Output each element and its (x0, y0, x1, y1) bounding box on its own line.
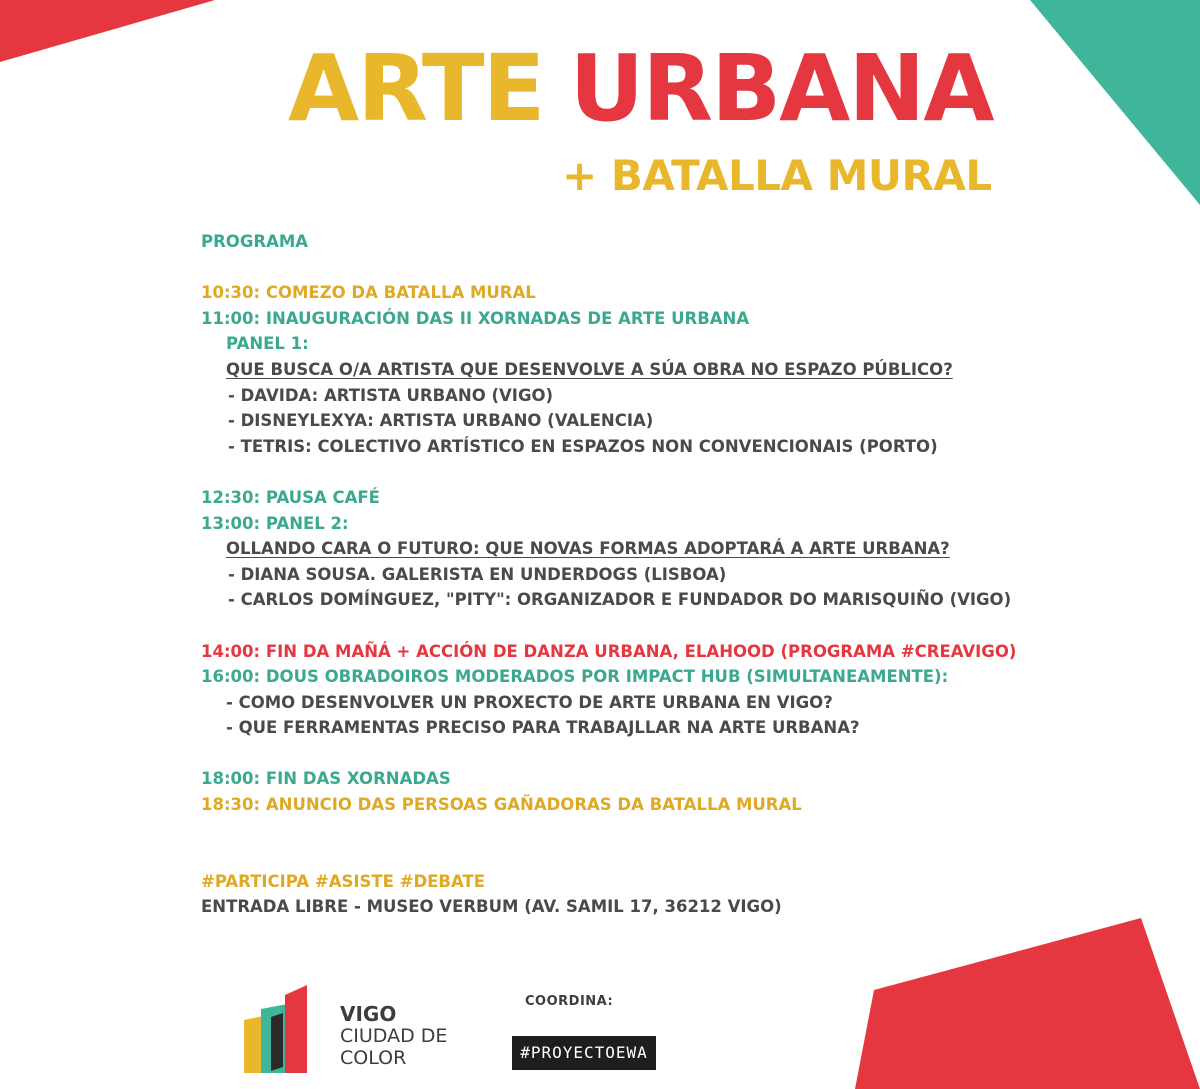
coordina-label: COORDINA: (525, 994, 614, 1009)
schedule-item: 10:30: COMEZO DA BATALLA MURAL (201, 283, 536, 303)
vigo-ciudad-de-color-text (340, 1003, 447, 1069)
top-right-green-shape (1030, 0, 1200, 205)
speaker-item: - DISNEYLEXYA: ARTISTA URBANO (VALENCIA) (228, 411, 654, 431)
speaker-item: - CARLOS DOMÍNGUEZ, "PITY": ORGANIZADOR E FUNDADOR DO MARISQUIÑO (VIGO) (228, 590, 1012, 610)
schedule-item: 11:00: INAUGURACIÓN DAS II XORNADAS DE ARTE URBANA (201, 308, 750, 328)
workshop-item: - QUE FERRAMENTAS PRECISO PARA TRABAJLLAR NA ARTE URBANA? (226, 718, 860, 738)
speaker-item: - DIANA SOUSA. GALERISTA EN UNDERDOGS (LISBOA) (228, 564, 727, 584)
speaker-item: - TETRIS: COLECTIVO ARTÍSTICO EN ESPAZOS NON CONVENCIONAIS (PORTO) (228, 436, 938, 456)
program-content (201, 229, 1081, 920)
vigo-ciudad-de-color-logo-icon (241, 985, 331, 1075)
schedule-item: 18:30: ANUNCIO DAS PERSOAS GAÑADORAS DA BATALLA MURAL (201, 795, 802, 815)
schedule-item: 18:00: FIN DAS XORNADAS (201, 769, 451, 789)
title-urbana: URBANA (569, 35, 993, 142)
top-left-red-shape (0, 0, 215, 62)
panel-question: QUE BUSCA O/A ARTISTA QUE DESENVOLVE A SÚA OBRA NO ESPAZO PÚBLICO? (226, 359, 953, 379)
panel-label: PANEL 1: (226, 334, 309, 354)
main-title (288, 34, 1008, 144)
title-arte: ARTE (288, 35, 544, 142)
vigo-label: VIGO (340, 1002, 397, 1026)
program-heading: PROGRAMA (201, 232, 309, 251)
schedule-item: 14:00: FIN DA MAÑÁ + ACCIÓN DE DANZA URBANA, ELAHOOD (PROGRAMA #CREAVIGO) (201, 641, 1017, 661)
schedule-item: 13:00: PANEL 2: (201, 513, 349, 533)
schedule-item: 12:30: PAUSA CAFÉ (201, 487, 380, 507)
ciudad-de-label: CIUDAD DE (340, 1025, 448, 1047)
speaker-item: - DAVIDA: ARTISTA URBANO (VIGO) (228, 385, 554, 405)
hashtags: #PARTICIPA #ASISTE #DEBATE (201, 871, 486, 891)
panel-question: OLLANDO CARA O FUTURO: QUE NOVAS FORMAS ADOPTARÁ A ARTE URBANA? (226, 539, 950, 559)
color-label: COLOR (340, 1047, 407, 1069)
proyectoewa-badge: #PROYECTOEWA (512, 1036, 656, 1070)
workshop-item: - COMO DESENVOLVER UN PROXECTO DE ARTE URBANA EN VIGO? (226, 692, 833, 712)
venue-info: ENTRADA LIBRE - MUSEO VERBUM (AV. SAMIL 17, 36212 VIGO) (201, 897, 782, 917)
bottom-right-red-shape (855, 918, 1200, 1089)
subtitle-batalla-mural: + BATALLA MURAL (562, 151, 992, 200)
schedule-item: 16:00: DOUS OBRADOIROS MODERADOS POR IMPACT HUB (SIMULTANEAMENTE): (201, 667, 949, 687)
